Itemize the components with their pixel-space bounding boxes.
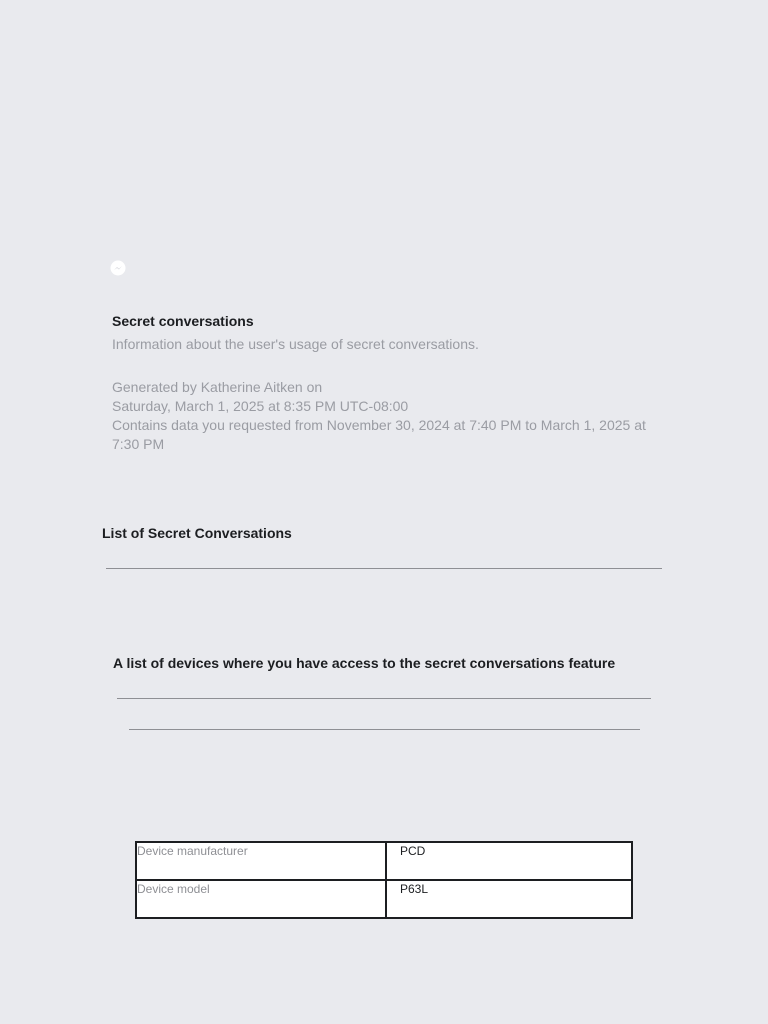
table-cell-value xyxy=(386,842,632,880)
devices-table xyxy=(135,841,633,919)
generated-by-text: Generated by Katherine Aitken on xyxy=(112,379,323,395)
table-cell-label xyxy=(136,842,386,880)
device-manufacturer-value: PCD xyxy=(400,844,426,858)
table-cell-label xyxy=(136,880,386,918)
table-cell-value xyxy=(386,880,632,918)
page-title: Secret conversations xyxy=(112,313,254,329)
device-manufacturer-label: Device manufacturer xyxy=(137,844,248,858)
divider xyxy=(129,729,640,730)
divider xyxy=(106,568,662,569)
generated-at-text: Saturday, March 1, 2025 at 8:35 PM UTC-08:00 xyxy=(112,398,409,414)
date-range-text: Contains data you requested from November 30, 2024 at 7:40 PM to March 1, 2025 at 7:30 PM xyxy=(112,417,646,452)
devices-heading: A list of devices where you have access to the secret conversations feature xyxy=(113,655,616,671)
device-model-value: P63L xyxy=(400,882,429,896)
export-metadata xyxy=(112,378,652,454)
table-row xyxy=(136,880,632,918)
page-subtitle: Information about the user's usage of secret conversations. xyxy=(112,336,479,352)
list-heading: List of Secret Conversations xyxy=(102,525,292,541)
messenger-icon xyxy=(110,260,126,276)
table-row xyxy=(136,842,632,880)
divider xyxy=(117,698,651,699)
device-model-label: Device model xyxy=(137,882,210,896)
